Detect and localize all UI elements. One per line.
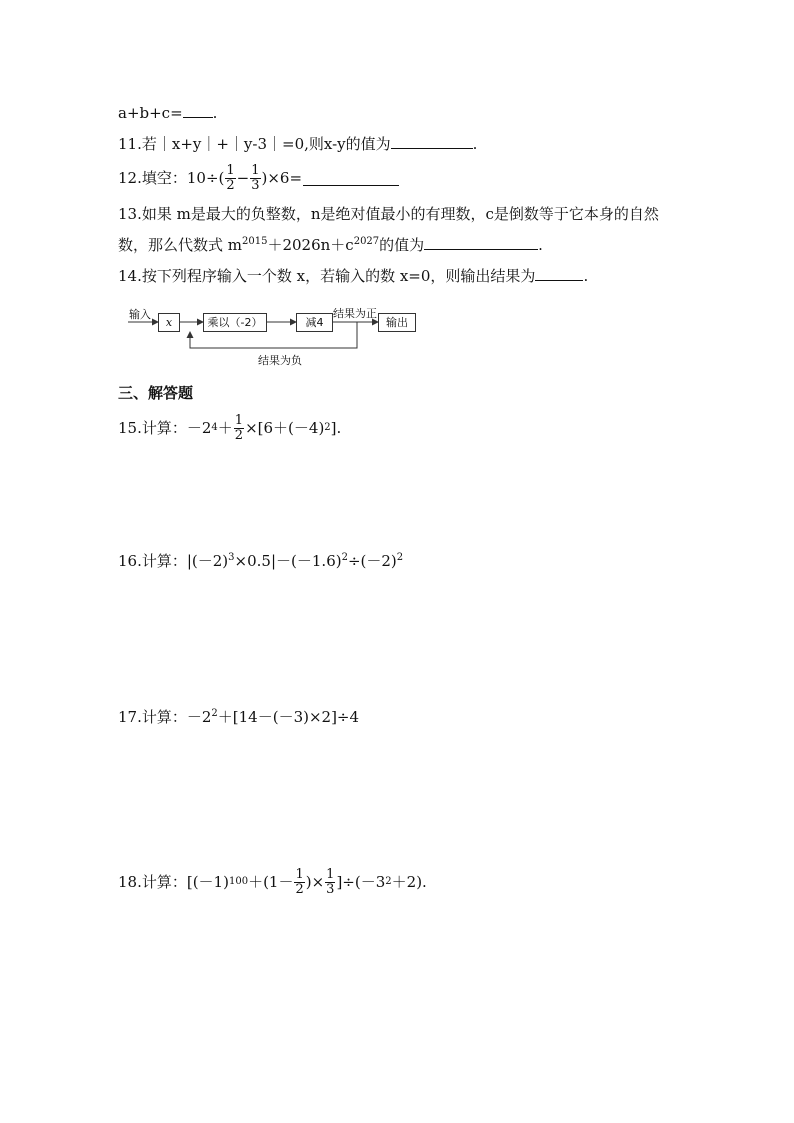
question-16: 16.计算：$|(-2)^3\times 0.5|-(-1.6)^2\div(-2)^2$ bbox=[118, 552, 404, 570]
fraction: $\frac{1}{2}$ bbox=[226, 162, 235, 193]
question-13-line-1: 13.如果 m是最大的负整数，n是绝对值最小的有理数，c是倒数等于它本身的自然 bbox=[118, 205, 659, 223]
input-label: 输入 bbox=[129, 308, 151, 321]
positive-result-label: 结果为正 bbox=[333, 307, 377, 320]
fraction: $\frac{1}{3}$ bbox=[251, 162, 260, 193]
multiply-box: 乘以（-2） bbox=[203, 313, 267, 332]
question-14: 14.按下列程序输入一个数 x，若输入的数 x=0，则输出结果为 . bbox=[118, 267, 589, 285]
negative-result-label: 结果为负 bbox=[258, 354, 302, 367]
question-17: 17.计算：$-2^2+[14-(-3)\times 2]\div 4$ bbox=[118, 708, 360, 726]
fraction: $\frac{1}{3}$ bbox=[326, 866, 335, 897]
question-12: 12.填空：10÷( $\frac{1}{2}$ − $\frac{1}{3}$ )×6= bbox=[118, 160, 399, 196]
subtract-box: 减4 bbox=[296, 313, 333, 332]
output-box: 输出 bbox=[378, 313, 416, 332]
question-10-tail: a+b+c= . bbox=[118, 104, 218, 122]
x-box: x bbox=[158, 313, 180, 332]
section-title: 三、解答题 bbox=[118, 384, 194, 402]
question-15: 15.计算：－2 4 ＋ $\frac{1}{2}$ ×[6＋(－4) 2 ]. bbox=[118, 412, 342, 443]
fraction: $\frac{1}{2}$ bbox=[295, 866, 304, 897]
question-13-line-2: 数，那么代数式 $m^{2015}+2026n+c^{2027}$的值为 . bbox=[118, 236, 543, 254]
fraction: $\frac{1}{2}$ bbox=[234, 412, 244, 443]
question-18: 18.计算：[(－1) 100 ＋(1－ $\frac{1}{2}$ )× $\frac{1}{3}$ ]÷(－3 2 ＋2). bbox=[118, 866, 427, 897]
question-11: 11.若｜x+y｜+｜y-3｜=0,则x-y的值为 . bbox=[118, 135, 478, 153]
